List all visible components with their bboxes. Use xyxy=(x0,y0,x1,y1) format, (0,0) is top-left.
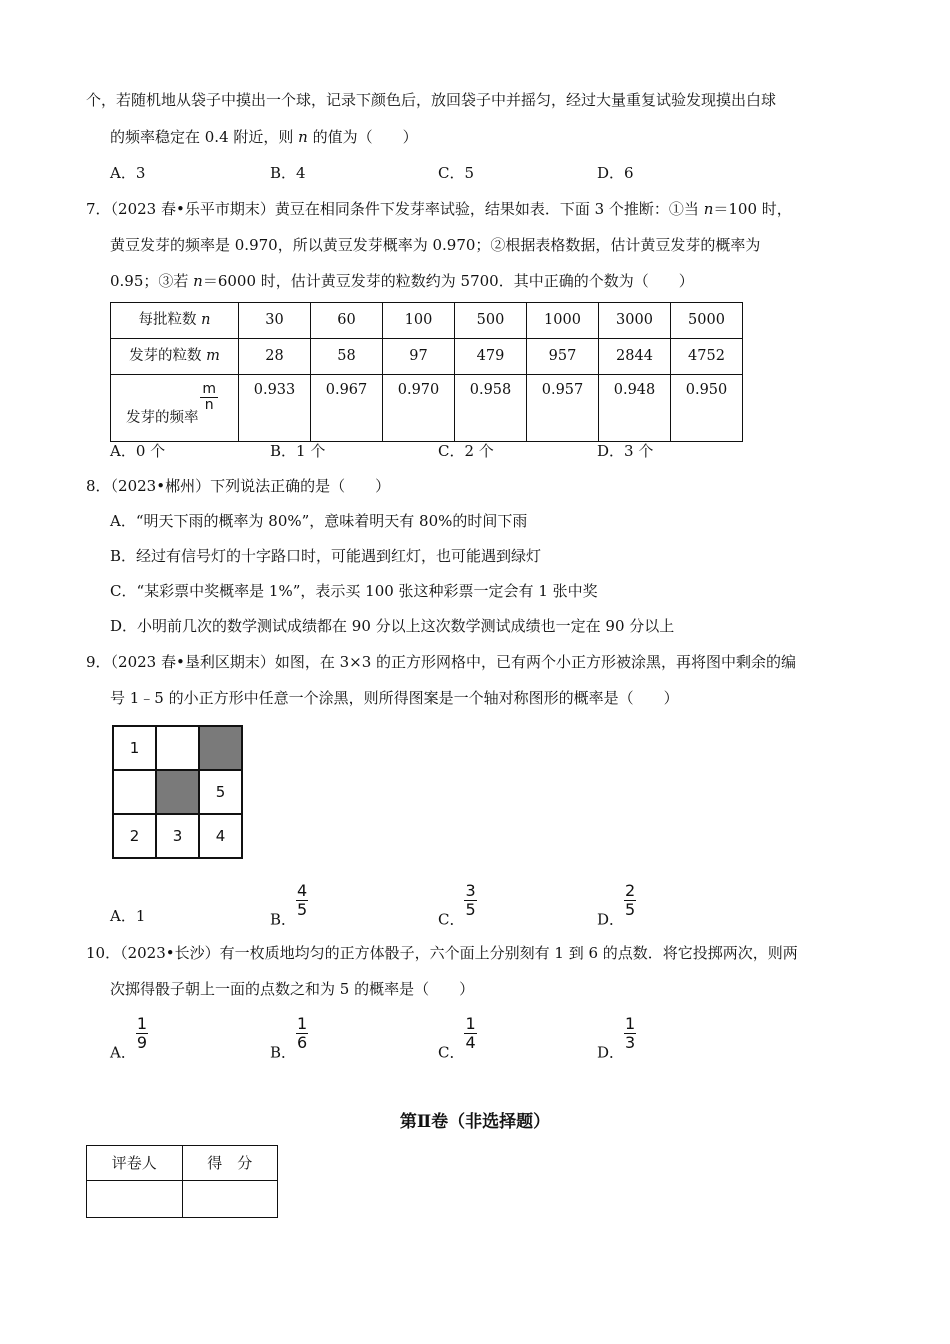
grader-header: 评卷人 xyxy=(87,1146,183,1181)
table-cell: 4752 xyxy=(671,339,743,375)
grid-cell-3: 3 xyxy=(156,814,199,858)
table-row-counts xyxy=(111,303,743,339)
q10-line1: 10．（2023•长沙）有一枚质地均匀的正方体骰子，六个面上分别刻有 1 到 6 的点数．将它投掷两次，则两 xyxy=(86,944,798,962)
fraction-3-5: $\frac{3}{5}$ xyxy=(465,881,476,919)
table-cell: 28 xyxy=(239,339,311,375)
score-header: 得 分 xyxy=(182,1146,278,1181)
m-over-n-fraction: $\frac{m}{n}$ xyxy=(202,381,216,413)
score-table xyxy=(86,1145,278,1218)
row-label-counts: 每批粒数 n xyxy=(111,303,239,339)
q7-var-n: n xyxy=(703,200,714,218)
q6-option-d: D．6 xyxy=(597,164,634,182)
q8-stem: 8．（2023•郴州）下列说法正确的是（ ） xyxy=(86,477,391,495)
q7-option-b: B．1 个 xyxy=(270,442,326,460)
q6-line2a: 的频率稳定在 0.4 附近，则 xyxy=(110,128,299,146)
q9-option-c: C． $\frac{3}{5}$ xyxy=(438,881,476,929)
q7-option-d: D．3 个 xyxy=(597,442,654,460)
q7-option-c: C．2 个 xyxy=(438,442,494,460)
q9-line2: 号 1﹣5 的小正方形中任意一个涂黑，则所得图案是一个轴对称图形的概率是（ ） xyxy=(110,689,679,707)
q10-option-d: D． $\frac{1}{3}$ xyxy=(597,1014,636,1062)
grid-cell-shaded xyxy=(156,770,199,814)
square-grid-figure xyxy=(112,725,243,859)
table-cell: 0.957 xyxy=(527,375,599,442)
grid-cell-5: 5 xyxy=(199,770,242,814)
fraction-1-6: $\frac{1}{6}$ xyxy=(297,1014,308,1052)
q8-option-a: A．“明天下雨的概率为 80%”，意味着明天有 80%的时间下雨 xyxy=(110,512,528,530)
table-cell: 0.967 xyxy=(311,375,383,442)
q7-line2: 黄豆发芽的频率是 0.970，所以黄豆发芽概率为 0.970；②根据表格数据，估计黄豆发芽的概率为 xyxy=(110,236,761,254)
q7-line1a: 7．（2023 春•乐平市期末）黄豆在相同条件下发芽率试验，结果如表．下面 3 个推断：①当 xyxy=(86,200,704,218)
q8-option-b: B．经过有信号灯的十字路口时，可能遇到红灯，也可能遇到绿灯 xyxy=(110,547,542,565)
grid-cell-4: 4 xyxy=(199,814,242,858)
fraction-2-5: $\frac{2}{5}$ xyxy=(625,881,636,919)
table-cell: 3000 xyxy=(599,303,671,339)
score-field[interactable] xyxy=(182,1181,278,1218)
q6-line2b: 的值为（ ） xyxy=(307,128,418,146)
grid-cell-2: 2 xyxy=(113,814,156,858)
q6-line2 xyxy=(110,130,418,145)
q7-option-a: A．0 个 xyxy=(110,442,166,460)
q10-option-c: C． $\frac{1}{4}$ xyxy=(438,1014,476,1062)
table-cell: 60 xyxy=(311,303,383,339)
q6-option-c: C．5 xyxy=(438,164,475,182)
table-cell: 0.950 xyxy=(671,375,743,442)
grader-field[interactable] xyxy=(87,1181,183,1218)
q6-var-n: n xyxy=(298,128,308,146)
q7-line1b: ＝100 时， xyxy=(713,200,792,218)
table-cell: 1000 xyxy=(527,303,599,339)
germination-table xyxy=(110,302,743,442)
q7-line3a: 0.95；③若 xyxy=(110,272,194,290)
table-cell: 0.970 xyxy=(383,375,455,442)
q7-line1 xyxy=(86,202,792,217)
grid-cell-blank xyxy=(156,726,199,770)
table-cell: 0.948 xyxy=(599,375,671,442)
q9-option-d: D． $\frac{2}{5}$ xyxy=(597,881,636,929)
table-cell: 957 xyxy=(527,339,599,375)
grid-cell-1: 1 xyxy=(113,726,156,770)
table-cell: 5000 xyxy=(671,303,743,339)
table-row-germinated xyxy=(111,339,743,375)
fraction-4-5: $\frac{4}{5}$ xyxy=(297,881,308,919)
row-label-frequency: $\frac{m}{n}$ 发芽的频率 xyxy=(111,375,239,442)
q7-var-n-2: n xyxy=(193,272,203,290)
grid-cell-blank xyxy=(113,770,156,814)
table-cell: 30 xyxy=(239,303,311,339)
section-title: 第Ⅱ卷（非选择题） xyxy=(399,1112,551,1132)
table-cell: 97 xyxy=(383,339,455,375)
row-label-germinated: 发芽的粒数 m xyxy=(111,339,239,375)
table-cell: 100 xyxy=(383,303,455,339)
q9-option-b: B． $\frac{4}{5}$ xyxy=(270,881,308,929)
q10-option-b: B． $\frac{1}{6}$ xyxy=(270,1014,308,1062)
q8-option-d: D．小明前几次的数学测试成绩都在 90 分以上这次数学测试成绩也一定在 90 分以上 xyxy=(110,617,675,635)
q6-option-a: A．3 xyxy=(110,164,146,182)
grid-cell-shaded xyxy=(199,726,242,770)
q10-line2: 次掷得骰子朝上一面的点数之和为 5 的概率是（ ） xyxy=(110,980,475,998)
q9-option-a: A．1 xyxy=(110,907,146,925)
fraction-1-9: $\frac{1}{9}$ xyxy=(136,1014,148,1052)
table-row-frequency xyxy=(111,375,743,442)
q8-option-c: C．“某彩票中奖概率是 1%”，表示买 100 张这种彩票一定会有 1 张中奖 xyxy=(110,582,598,600)
table-cell: 500 xyxy=(455,303,527,339)
table-cell: 479 xyxy=(455,339,527,375)
q7-line3b: ＝6000 时，估计黄豆发芽的粒数约为 5700．其中正确的个数为（ ） xyxy=(202,272,694,290)
q7-line3 xyxy=(110,274,694,289)
table-cell: 2844 xyxy=(599,339,671,375)
table-cell: 0.933 xyxy=(239,375,311,442)
table-cell: 58 xyxy=(311,339,383,375)
fraction-1-4: $\frac{1}{4}$ xyxy=(465,1014,476,1052)
table-cell: 0.958 xyxy=(455,375,527,442)
fraction-1-3: $\frac{1}{3}$ xyxy=(625,1014,636,1052)
q9-line1: 9．（2023 春•垦利区期末）如图，在 3×3 的正方形网格中，已有两个小正方形被涂黑，再将图中剩余的编 xyxy=(86,653,797,671)
q10-option-a: A． $\frac{1}{9}$ xyxy=(110,1014,148,1062)
q6-line1: 个，若随机地从袋子中摸出一个球，记录下颜色后，放回袋子中并摇匀，经过大量重复试验发现摸出白球 xyxy=(86,91,777,109)
q6-option-b: B．4 xyxy=(270,164,306,182)
